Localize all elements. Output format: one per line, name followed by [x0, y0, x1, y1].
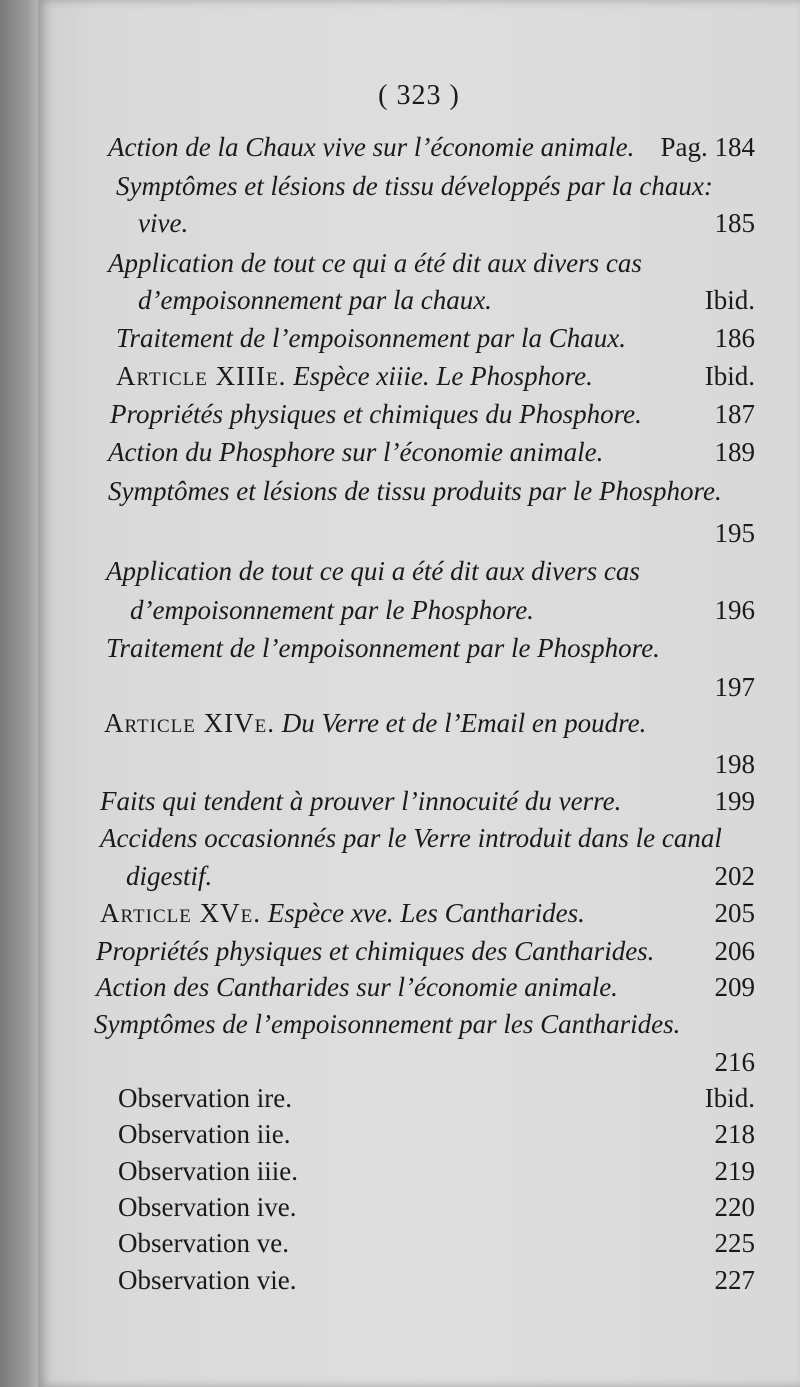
article-title: Espèce xiiie. Le Phosphore. — [293, 361, 593, 391]
toc-page: 198 — [714, 749, 755, 779]
toc-entry: Symptômes de l’empoisonnement par les Cantharides. — [94, 1009, 681, 1039]
toc-page: 218 — [714, 1119, 755, 1149]
toc-page: 189 — [714, 437, 755, 467]
toc-page: 185 — [714, 208, 755, 238]
toc-entry: Action des Cantharides sur l’économie animale. — [96, 972, 618, 1002]
page-number: ( 323 ) — [378, 80, 460, 111]
toc-observation: Observation iie. — [118, 1119, 291, 1149]
toc-entry: Propriétés physiques et chimiques du Phosphore. — [110, 399, 642, 429]
toc-page: 199 — [714, 786, 755, 816]
toc-entry: Application de tout ce qui a été dit aux divers cas — [106, 556, 640, 586]
toc-page: 216 — [714, 1047, 755, 1077]
toc-article-entry — [104, 703, 646, 743]
toc-page: 220 — [714, 1192, 755, 1222]
toc-observation: Observation vie. — [118, 1265, 297, 1295]
toc-page: 209 — [714, 972, 755, 1002]
toc-page: 219 — [714, 1156, 755, 1186]
article-title: Espèce xve. Les Cantharides. — [267, 898, 585, 928]
toc-entry: Traitement de l’empoisonnement par la Chaux. — [116, 323, 626, 353]
toc-entry: Action du Phosphore sur l’économie animale. — [108, 437, 604, 467]
toc-observation: Observation ive. — [118, 1192, 297, 1222]
toc-observation: Observation iiie. — [118, 1156, 298, 1186]
article-title: Du Verre et de l’Email en poudre. — [281, 708, 647, 738]
article-heading: Article XIIIe. — [116, 361, 287, 391]
toc-observation: Observation ve. — [118, 1228, 289, 1258]
toc-page: 205 — [714, 898, 755, 928]
toc-page: 186 — [714, 323, 755, 353]
table-of-contents — [38, 0, 800, 1387]
toc-page: 187 — [714, 399, 755, 429]
toc-page: Ibid. — [704, 361, 755, 391]
book-page — [38, 0, 800, 1387]
toc-page: 206 — [714, 936, 755, 966]
toc-page: 197 — [714, 672, 755, 702]
toc-observation: Observation ire. — [118, 1083, 292, 1113]
toc-entry: Traitement de l’empoisonnement par le Phosphore. — [106, 633, 660, 663]
toc-entry: Faits qui tendent à prouver l’innocuité du verre. — [100, 786, 622, 816]
toc-page: Pag. 184 — [660, 132, 755, 162]
toc-article-entry — [116, 356, 593, 396]
toc-page: 227 — [714, 1265, 755, 1295]
toc-entry: Symptômes et lésions de tissu produits par le Phosphore. — [108, 476, 722, 506]
toc-article-entry — [100, 893, 585, 933]
toc-page: Ibid. — [704, 1083, 755, 1113]
toc-entry: d’empoisonnement par le Phosphore. — [130, 595, 534, 625]
toc-entry: d’empoisonnement par la chaux. — [138, 285, 492, 315]
toc-entry: digestif. — [126, 861, 213, 891]
toc-entry: vive. — [138, 208, 189, 238]
toc-entry: Application de tout ce qui a été dit aux divers cas — [108, 248, 642, 278]
toc-entry: Accidens occasionnés par le Verre introduit dans le canal — [100, 823, 722, 853]
toc-entry: Action de la Chaux vive sur l’économie animale. — [108, 132, 635, 162]
book-gutter — [0, 0, 38, 1387]
toc-page: 196 — [714, 595, 755, 625]
toc-entry: Symptômes et lésions de tissu développés par la chaux: — [116, 171, 713, 201]
article-heading: Article XIVe. — [104, 708, 275, 738]
toc-entry: Propriétés physiques et chimiques des Cantharides. — [96, 936, 655, 966]
toc-page: 195 — [714, 518, 755, 548]
toc-page: 202 — [714, 861, 755, 891]
article-heading: Article XVe. — [100, 898, 261, 928]
toc-page: 225 — [714, 1228, 755, 1258]
toc-page: Ibid. — [704, 285, 755, 315]
